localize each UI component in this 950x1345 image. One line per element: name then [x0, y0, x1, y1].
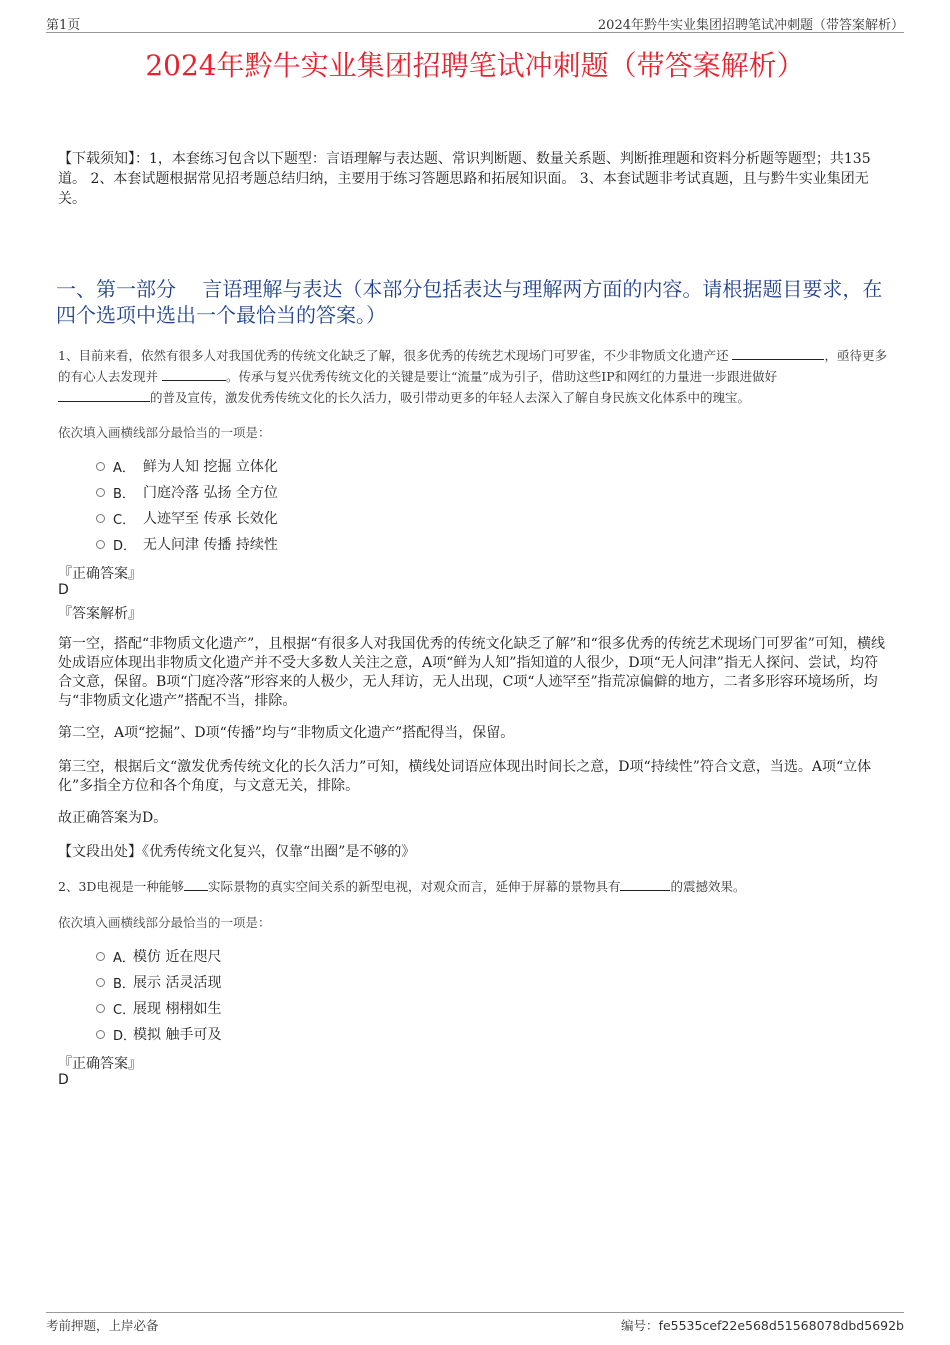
option-a[interactable]: A． 模仿 近在咫尺 [96, 943, 221, 969]
analysis-paragraph: 第一空，搭配“非物质文化遗产”，且根据“有很多人对我国优秀的传统文化缺乏了解”和“很多优秀的传统艺术现场门可罗雀”可知，横线处成语应体现出非物质文化遗产并不受大多数人关注之意，A项“鲜为人知”指知道的人很少，D项“无人问津”指无人探问、尝试，均符合文意，保留。B项“门庭冷落”形容来的人极少，无人拜访，无人出现，C项“人迹罕至”指荒凉偏僻的地方，二者多形容环境场所，均与“非物质文化遗产”搭配不当，排除。 [58, 636, 885, 709]
analysis-label: 『答案解析』 [58, 606, 142, 622]
page-number: 第1页 [46, 18, 81, 33]
option-b[interactable]: B． 展示 活灵活现 [96, 969, 221, 995]
radio-icon[interactable] [96, 514, 105, 523]
option-d[interactable]: D． 模拟 触手可及 [96, 1021, 221, 1047]
radio-icon[interactable] [96, 540, 105, 549]
q1-text-part: 。传承与复兴优秀传统文化的关键是要让“流量”成为引子，借助这些IP和网红的力量进一步跟进做好 [226, 369, 778, 384]
blank-line [162, 368, 226, 381]
header-doc-title: 2024年黔牛实业集团招聘笔试冲刺题（带答案解析） [597, 18, 904, 33]
question-1-text [58, 345, 894, 408]
blank-line [732, 347, 824, 360]
answer-value: D [58, 582, 69, 598]
radio-icon[interactable] [96, 952, 105, 961]
answer-label: 『正确答案』 [58, 566, 142, 582]
blank-line [58, 389, 150, 402]
radio-icon[interactable] [96, 978, 105, 987]
analysis-paragraph: 第二空，A项“挖掘”、D项“传播”均与“非物质文化遗产”搭配得当，保留。 [58, 725, 515, 741]
q1-text-part: 1、目前来看，依然有很多人对我国优秀的传统文化缺乏了解，很多优秀的传统艺术现场门可罗雀，不少非物质文化遗产还 [58, 348, 729, 363]
q2-text-part: 实际景物的真实空间关系的新型电视，对观众而言，延伸于屏幕的景物具有 [207, 879, 621, 894]
analysis-paragraph: 第三空，根据后文“激发优秀传统文化的长久活力”可知，横线处词语应体现出时间长之意，D项“持续性”符合文意，当选。A项“立体化”多指全方位和各个角度，与文意无关，排除。 [58, 759, 872, 794]
page-header [46, 14, 904, 33]
download-notice: 【下载须知】：1，本套练习包含以下题型：言语理解与表达题、常识判断题、数量关系题、判断推理题和资料分析题等题型；共135道。 2、本套试题根据常见招考题总结归纳，主要用于练习答题思路和拓展知识面。 3、本套试题非考试真题，且与黔牛实业集团无关。 [58, 151, 871, 207]
option-c[interactable]: C． 人迹罕至 传承 长效化 [96, 505, 278, 531]
section-title: 一、第一部分 言语理解与表达（本部分包括表达与理解两方面的内容。请根据题目要求，在四个选项中选出一个最恰当的答案。） [56, 277, 883, 327]
blank-line [184, 878, 208, 891]
page-title: 2024年黔牛实业集团招聘笔试冲刺题（带答案解析） [145, 49, 805, 82]
radio-icon[interactable] [96, 1004, 105, 1013]
blank-line [620, 878, 670, 891]
footer-slogan: 考前押题，上岸必备 [46, 1318, 159, 1333]
question-2-text [58, 876, 894, 897]
analysis-conclusion: 故正确答案为D。 [58, 810, 168, 826]
option-a[interactable]: A． 鲜为人知 挖掘 立体化 [96, 453, 278, 479]
q2-text-part: 的震撼效果。 [670, 879, 746, 894]
option-b[interactable]: B． 门庭冷落 弘扬 全方位 [96, 479, 278, 505]
option-d[interactable]: D． 无人问津 传播 持续性 [96, 531, 278, 557]
question-2-prompt: 依次填入画横线部分最恰当的一项是： [58, 915, 271, 930]
analysis-source: 【文段出处】《优秀传统文化复兴，仅靠“出圈”是不够的》 [58, 844, 416, 860]
radio-icon[interactable] [96, 1030, 105, 1039]
question-1-prompt: 依次填入画横线部分最恰当的一项是： [58, 425, 271, 440]
question-1-options [96, 453, 278, 557]
page-footer [46, 1312, 904, 1333]
radio-icon[interactable] [96, 462, 105, 471]
radio-icon[interactable] [96, 488, 105, 497]
option-c[interactable]: C． 展现 栩栩如生 [96, 995, 221, 1021]
q1-text-part: ，亟待更多的有心人去发现并 [58, 348, 887, 384]
answer-label: 『正确答案』 [58, 1056, 142, 1072]
footer-id: 编号：fe5535cef22e568d51568078dbd5692b [621, 1318, 904, 1333]
answer-value: D [58, 1072, 69, 1088]
question-2-options [96, 943, 221, 1047]
q2-text-part: 2、3D电视是一种能够 [58, 879, 184, 894]
q1-text-part: 的普及宣传，激发优秀传统文化的长久活力，吸引带动更多的年轻人去深入了解自身民族文化体系中的瑰宝。 [150, 390, 751, 405]
